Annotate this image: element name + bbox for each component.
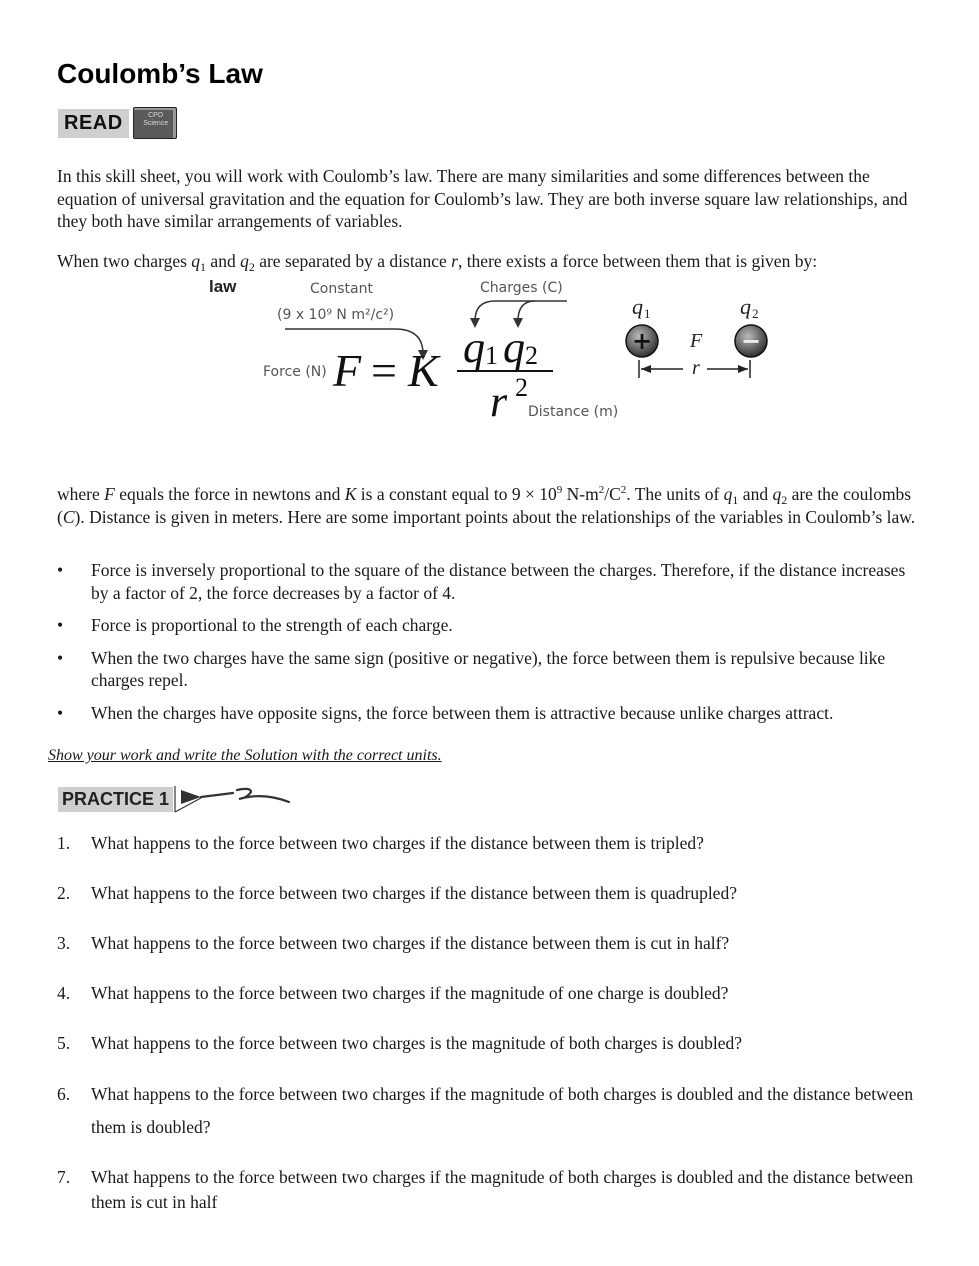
distance-label: Distance (m) <box>528 404 619 420</box>
sub: 2 <box>781 493 788 507</box>
var-q2: q <box>240 251 249 271</box>
where-paragraph <box>57 483 919 528</box>
question-item <box>57 833 919 854</box>
sub: 1 <box>732 493 739 507</box>
bullet-item: • When the two charges have the same sign (positive or negative), the force between them is repulsive because like charges repel. <box>57 647 919 692</box>
text: and <box>738 484 773 504</box>
negative-sign: − <box>740 327 762 355</box>
charges-label: Charges (C) <box>480 280 563 296</box>
practice-label: PRACTICE 1 <box>58 787 173 812</box>
question-text: What happens to the force between two charges if the distance between them is cut in half? <box>91 933 730 953</box>
question-number: 2. <box>57 883 71 903</box>
question-item <box>57 883 919 904</box>
read-badge <box>58 108 177 138</box>
key-points-list <box>57 559 919 734</box>
var-C: C <box>62 506 75 527</box>
sub: 2 <box>248 260 255 274</box>
question-item <box>57 983 919 1004</box>
text: , there exists a force between them that is given by: <box>457 251 818 271</box>
read-label: READ <box>58 109 129 138</box>
question-text: What happens to the force between two charges if the magnitude of both charges is doubled and the distance between them is doubled? <box>91 1084 914 1137</box>
var-F: F <box>104 484 115 504</box>
var-q1: q <box>191 251 201 271</box>
question-item <box>57 1165 919 1215</box>
positive-sign: + <box>631 327 653 355</box>
question-text: What happens to the force between two charges if the magnitude of one charge is doubled? <box>91 983 729 1003</box>
question-number: 3. <box>57 933 71 953</box>
sup: 2 <box>620 484 627 497</box>
formula-r-exp: 2 <box>515 373 528 402</box>
constant-label: Constant <box>310 281 373 297</box>
var-K: K <box>344 484 357 504</box>
book-icon <box>133 107 177 139</box>
formula-q2: q <box>503 323 525 372</box>
question-text: What happens to the force between two charges is the magnitude of both charges is doubled? <box>91 1033 743 1053</box>
diagram-force: F <box>690 330 703 352</box>
var-q1: q <box>723 484 733 504</box>
question-number: 7. <box>57 1167 71 1187</box>
arrowhead <box>641 365 651 373</box>
question-text: What happens to the force between two charges if the distance between them is tripled? <box>91 833 704 853</box>
formula-equals: = <box>371 345 397 396</box>
text: ). Distance is given in meters. Here are some important points about the relationships of the variables in Coulomb’s law. <box>74 506 916 527</box>
sub: 1 <box>200 260 207 274</box>
var-r: r <box>451 251 458 271</box>
question-number: 5. <box>57 1033 71 1053</box>
diagram-distance: r <box>692 357 700 379</box>
sup: 9 <box>556 484 563 497</box>
sup: 2 <box>598 484 605 497</box>
text: N-m <box>562 484 599 504</box>
practice-badge <box>58 784 293 814</box>
charges-sentence <box>57 250 919 273</box>
question-item <box>57 933 919 954</box>
text: When two charges <box>57 251 192 271</box>
question-item <box>57 1033 919 1054</box>
diagram-q2: q <box>740 294 751 319</box>
formula-K: K <box>408 345 439 396</box>
fragment-label: law <box>209 277 237 296</box>
question-number: 6. <box>57 1084 71 1104</box>
diagram-q1-sub: 1 <box>644 306 651 321</box>
text: is a constant equal to 9 × 10 <box>356 484 557 504</box>
question-number: 1. <box>57 833 71 853</box>
constant-value: (9 x 10⁹ N m²/c²) <box>277 307 395 323</box>
intro-paragraph: In this skill sheet, you will work with Coulomb’s law. There are many similarities and some differences between the equation of universal gravitation and the equation for Coulomb’s law. They are both inverse square law relationships, and they both have similar arrangements of variables. <box>57 166 908 231</box>
text: are separated by a distance <box>254 251 452 271</box>
formula-q1-sub: 1 <box>485 341 498 370</box>
text: are the coulombs ( <box>57 484 912 527</box>
bullet-item: • Force is inversely proportional to the square of the distance between the charges. Therefore, if the distance increases by a factor of 2, the force decreases by a factor of 4. <box>57 559 919 604</box>
formula-svg <box>205 276 785 436</box>
text: where <box>57 484 105 504</box>
formula-q1: q <box>463 323 485 372</box>
question-text: What happens to the force between two charges if the magnitude of both charges is doubled and the distance between them is cut in half <box>91 1167 914 1212</box>
question-item <box>57 1078 919 1144</box>
pencil-arrow-icon <box>173 784 293 814</box>
var-q2: q <box>772 484 782 504</box>
text: . The units of <box>626 484 724 504</box>
coulomb-formula-figure <box>205 276 785 436</box>
diagram-q1: q <box>632 294 643 319</box>
formula-F: F <box>333 345 362 396</box>
question-number: 4. <box>57 983 71 1003</box>
force-label: Force (N) <box>263 364 327 380</box>
text: equals the force in newtons and <box>114 484 345 504</box>
instruction-text: Show your work and write the Solution with the correct units. <box>48 747 442 764</box>
arrowhead <box>738 365 748 373</box>
page-title: Coulomb’s Law <box>57 58 263 89</box>
formula-q2-sub: 2 <box>525 341 538 370</box>
text: and <box>206 251 241 271</box>
book-text: CPO Science <box>143 112 169 127</box>
question-text: What happens to the force between two charges if the distance between them is quadrupled? <box>91 883 737 903</box>
diagram-q2-sub: 2 <box>752 306 759 321</box>
bullet-item: • When the charges have opposite signs, the force between them is attractive because unlike charges attract. <box>57 702 919 725</box>
bullet-item: • Force is proportional to the strength of each charge. <box>57 614 919 637</box>
formula-r: r <box>490 377 508 426</box>
text: /C <box>604 484 621 504</box>
